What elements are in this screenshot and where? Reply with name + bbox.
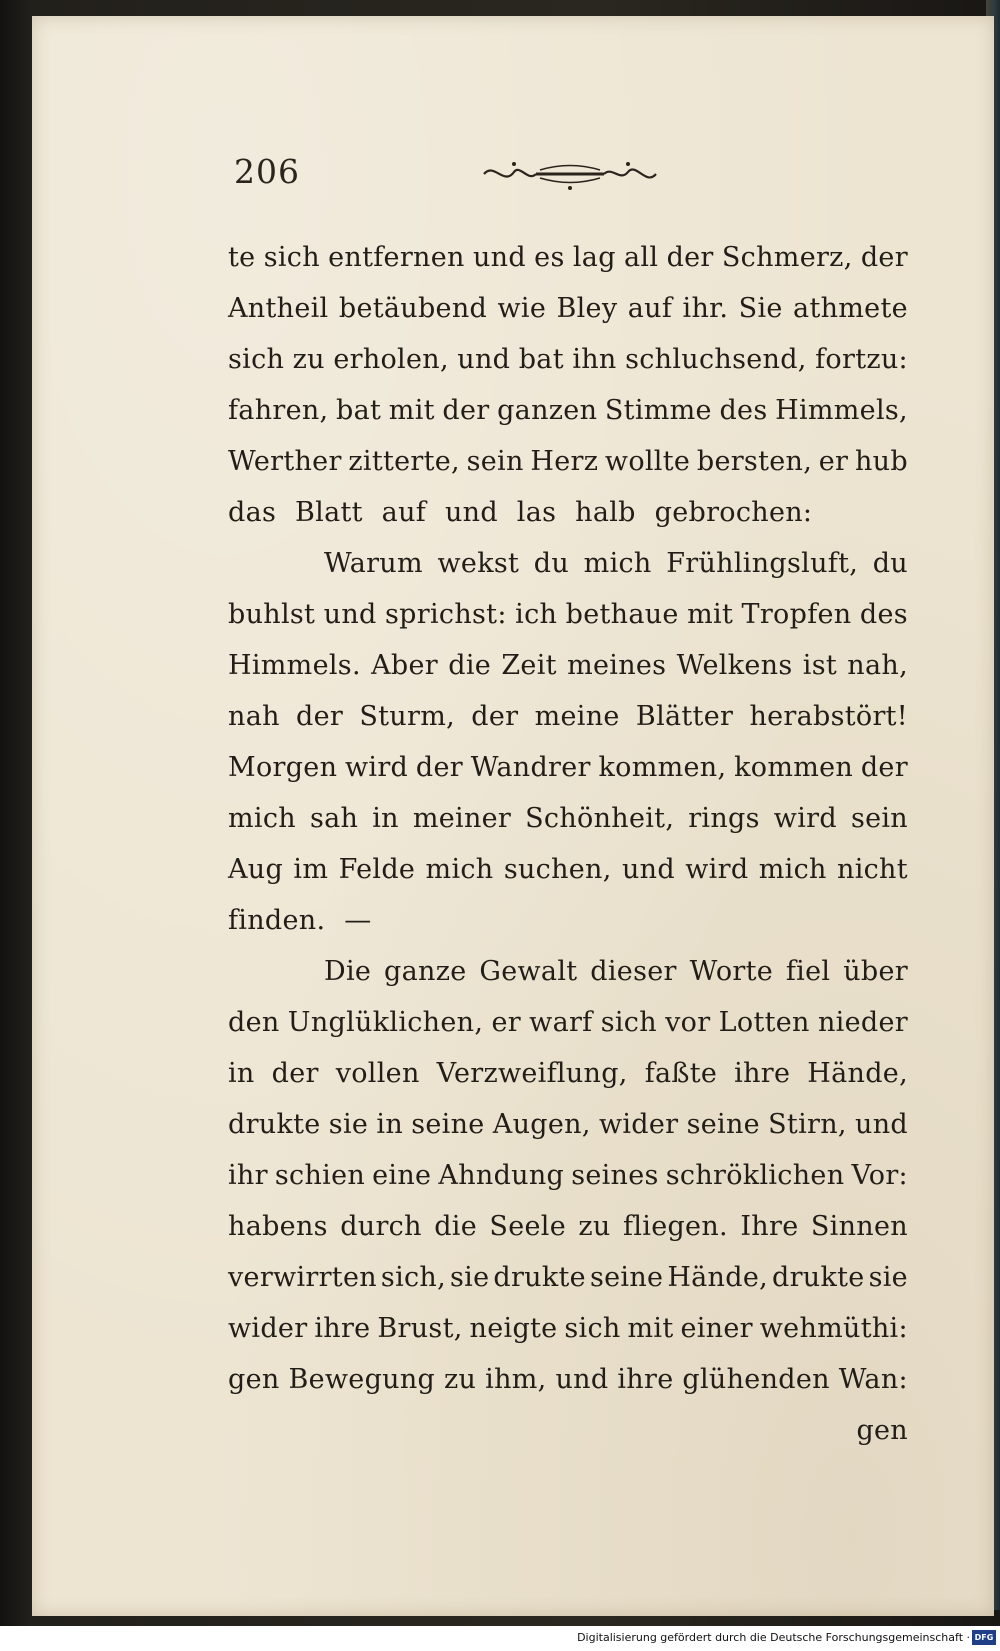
text-line: habens durch die Seele zu fliegen. Ihre Sinnen [228,1211,908,1242]
catchword: gen [856,1415,908,1446]
text-line: gen Bewegung zu ihm, und ihre glühenden Wan: [228,1364,908,1395]
text-line: Werther zitterte, sein Herz wollte bersten, er hub [228,446,908,477]
text-line: Himmels. Aber die Zeit meines Welkens ist nah, [228,650,908,681]
ornament-icon [480,156,660,194]
page-number: 206 [234,152,300,191]
text-line: Warum wekst du mich Frühlingsluft, du [324,548,908,579]
text-line: den Unglüklichen, er warf sich vor Lotten nieder [228,1007,908,1038]
text-line: mich sah in meiner Schönheit, rings wird sein [228,803,908,834]
text-line: nah der Sturm, der meine Blätter herabstört! [228,701,908,732]
text-line: verwirrten sich, sie drukte seine Hände, drukte sie [228,1262,908,1293]
text-line: das Blatt auf und las halb gebrochen: [228,497,813,528]
text-line: Aug im Felde mich suchen, und wird mich nicht [228,854,908,885]
text-line: finden. — [228,905,372,936]
text-line: fahren, bat mit der ganzen Stimme des Himmels, [228,395,908,426]
text-line: Antheil betäubend wie Bley auf ihr. Sie athmete [228,293,908,324]
text-line: buhlst und sprichst: ich bethaue mit Tropfen des [228,599,908,630]
text-line: te sich entfernen und es lag all der Schmerz, der [228,242,908,273]
dfg-logo: DFG [972,1630,996,1645]
text-line: Die ganze Gewalt dieser Worte fiel über [324,956,908,987]
body-text [228,232,908,1456]
text-line: wider ihre Brust, neigte sich mit einer wehmüthi: [228,1313,908,1344]
text-line: drukte sie in seine Augen, wider seine Stirn, und [228,1109,908,1140]
text-line: ihr schien eine Ahndung seines schröklichen Vor: [228,1160,908,1191]
footer-credit: Digitalisierung gefördert durch die Deutsche Forschungsgemeinschaft · [577,1631,970,1644]
text-line: in der vollen Verzweiflung, faßte ihre Hände, [228,1058,908,1089]
text-line: sich zu erholen, und bat ihn schluchsend, fortzu: [228,344,908,375]
text-line: Morgen wird der Wandrer kommen, kommen der [228,752,908,783]
